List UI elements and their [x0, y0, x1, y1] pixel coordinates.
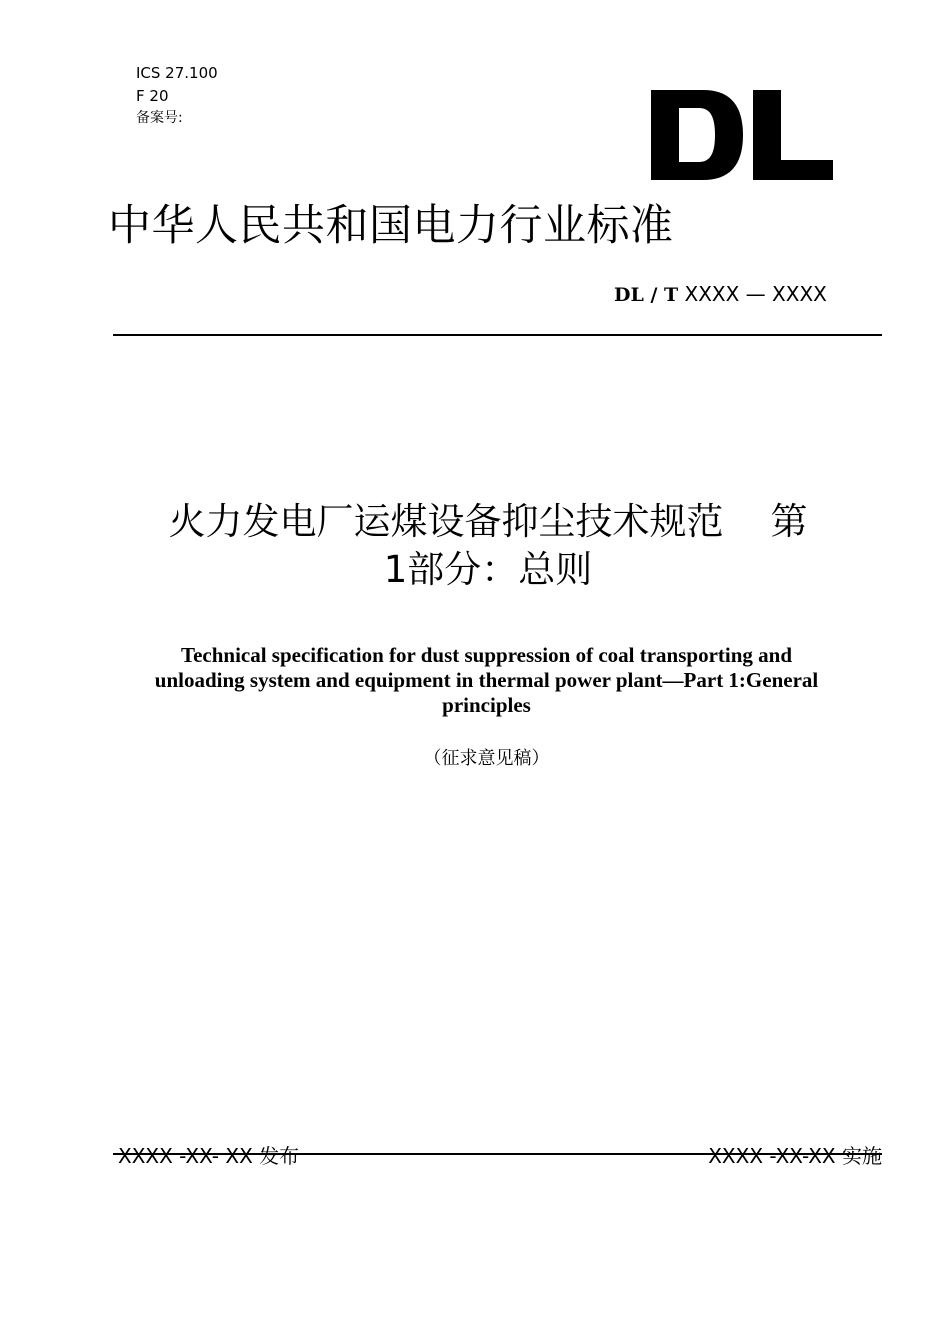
classification-block — [136, 62, 218, 130]
ics-code: ICS 27.100 — [136, 64, 218, 82]
draft-status: （征求意见稿） — [423, 748, 550, 769]
release-date: XXXX -XX- XX 发布 — [118, 1144, 300, 1168]
english-title — [113, 643, 860, 718]
english-title-line3: principles — [442, 693, 531, 717]
organization-title: 中华人民共和国电力行业标准 — [108, 201, 674, 251]
standard-number — [614, 282, 827, 306]
chinese-title — [108, 498, 868, 594]
record-number-label: 备案号: — [136, 110, 183, 126]
ccs-code: F 20 — [136, 86, 169, 105]
english-title-line2: unloading system and equipment in thermal power plant—Part 1:General — [154, 668, 819, 692]
english-title-line1: Technical specification for dust suppression of coal transporting and — [180, 643, 793, 667]
chinese-title-line1: 火力发电厂运煤设备抑尘技术规范 第 — [168, 500, 808, 543]
effective-date: XXXX -XX-XX 实施 — [708, 1144, 882, 1168]
dl-logo — [651, 90, 833, 180]
standard-code: XXXX — XXXX — [684, 282, 827, 306]
chinese-title-line2: 1部分：总则 — [383, 548, 593, 591]
standard-prefix: DL / T — [614, 284, 679, 306]
header-divider — [113, 334, 882, 336]
